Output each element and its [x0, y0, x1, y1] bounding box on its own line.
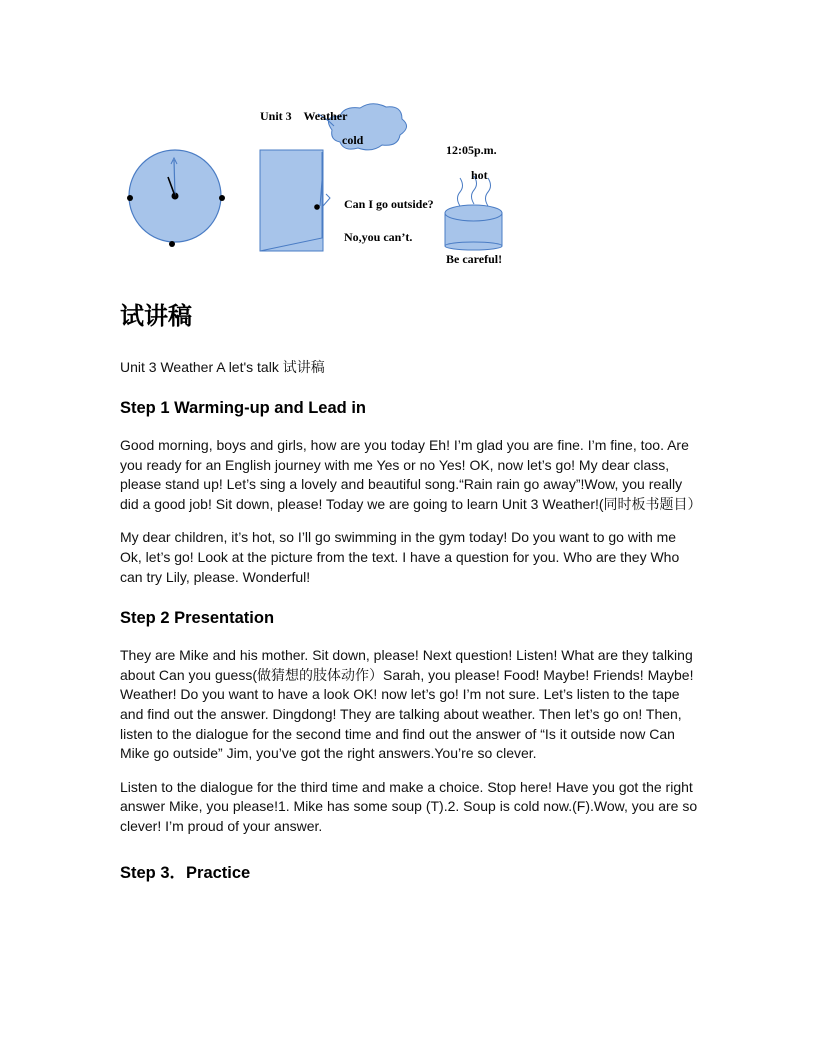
soup-bowl-icon	[445, 205, 502, 250]
paragraph: Good morning, boys and girls, how are you today Eh! I’m glad you are fine. I’m fine, too. Are you ready for an English journey with me Yes or no Yes! OK, now let’s go! My dear class, please stand up! Let’s sing a lovely and beautiful song.“Rain rain go away”!Wow, you really did a good job! Sit down, please! Today we are going to learn Unit 3 Weather!(同时板书题目）	[120, 437, 702, 512]
warning-text: Be careful!	[446, 252, 503, 266]
cloud-word: cold	[342, 133, 364, 147]
paragraph: My dear children, it’s hot, so I’ll go swimming in the gym today! Do you want to go with me Ok, let’s go! Look at the picture from the text. I have a question for you. Who are they Who can try Lily, please. Wonderful!	[120, 529, 680, 585]
hot-label: hot	[471, 168, 488, 182]
document-subtitle: Unit 3 Weather A let's talk 试讲稿	[120, 359, 325, 375]
step-heading: Step 3．Practice	[120, 863, 251, 882]
step-2-section	[120, 609, 700, 836]
question-text: Can I go outside?	[344, 197, 434, 211]
answer-text: No,you can’t.	[344, 230, 413, 244]
paragraph: They are Mike and his mother. Sit down, please! Next question! Listen! What are they talking about Can you guess(做猜想的肢体动作）Sarah, you please! Food! Maybe! Friends! Maybe! Weather! Do you want to have a look OK! now let’s go! I’m not sure. Let’s listen to the tape and find out the answer. Dingdong! They are talking about weather. Then let’s go on! Then, listen to the dialogue for the second time and find out the answer of “Is it outside now Can Mike go outside” Jim, you’ve got the right answers.You’re so clever.	[120, 647, 694, 762]
paragraph: Listen to the dialogue for the third time and make a choice. Stop here! Have you got the right answer Mike, you please!1. Mike has some soup (T).2. Soup is cold now.(F).Wow, you are so clever! I’m proud of your answer.	[120, 778, 698, 834]
time-label: 12:05p.m.	[446, 143, 497, 157]
step-3-section	[120, 859, 700, 883]
step-heading: Step 2 Presentation	[120, 609, 275, 628]
document-body	[120, 296, 700, 901]
step-heading: Step 1 Warming-up and Lead in	[120, 399, 366, 417]
door-icon	[260, 150, 330, 251]
step-1-section	[120, 399, 700, 587]
document-title: 试讲稿	[120, 302, 192, 330]
clock-icon	[127, 150, 225, 247]
unit-heading: Unit 3 Weather	[260, 109, 348, 123]
blackboard-illustration	[118, 100, 528, 275]
